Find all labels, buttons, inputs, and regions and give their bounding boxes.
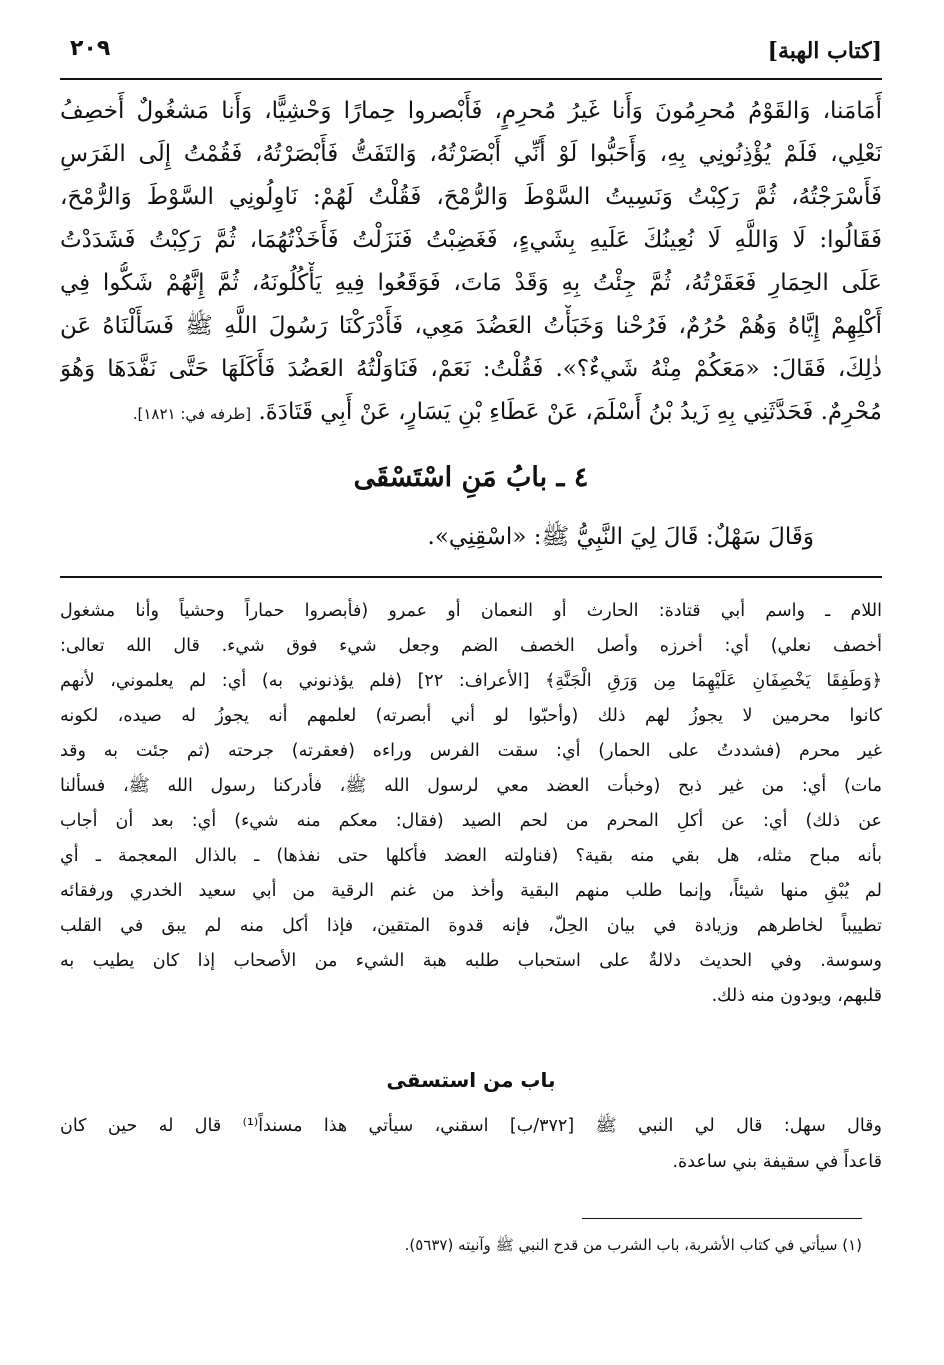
hadith-last-text: مُحْرِمٌ. فَحَدَّثَنِي بِهِ زَيدُ بْنُ أَسْلَمَ، عَنْ عَطَاءِ بْنِ يَسَارٍ، عَنْ أَبِي قَتَادَةَ.: [258, 399, 882, 425]
commentary-line: مات) أي: من غير ذبح (وخبأت العضد معي لرسول الله ﷺ، فأدركنا رسول الله ﷺ، فسألنا: [60, 776, 882, 796]
running-title: [كتاب الهبة]: [767, 38, 882, 64]
footnote: (١) سيأتي في كتاب الأشربة، باب الشرب من قدح النبي ﷺ وآنيته (٥٦٣٧).: [404, 1236, 862, 1254]
commentary-line: ﴿وَطَفِقَا يَخْصِفَانِ عَلَيْهِمَا مِن وَرَقِ الْجَنَّةِ﴾ [الأعراف: ٢٢] (فلم يؤذنوني به) أي: لم يعلموني، لأنهم: [60, 671, 882, 691]
chapter-title: ٤ ـ بابُ مَنِ اسْتَسْقَى: [353, 462, 589, 493]
commentary-line: تطييباً لخاطرهم وزيادة في بيان الحِلّ، فإنه قدوة المتقين، فإذا أكل منه لم يبق في القلب: [60, 916, 882, 936]
commentary-chapter-title: باب من استسقى: [386, 1068, 556, 1092]
hadith-line: ذٰلِكَ، فَقَالَ: «مَعَكُمْ مِنْهُ شَيءٌ؟». فَقُلْتُ: نَعَمْ، فَنَاوَلْتُهُ العَضُدَ فَأَكَلَهَا حَتَّى نَفَّدَهَا وَهُوَ: [60, 356, 882, 382]
commentary-line: غير محرم (فشددتُ على الحمار) أي: سقت الفرس وراءه (فعقرته) جرحته (ثم جئت به وقد: [60, 741, 882, 761]
commentary-line: عن ذلك) أي: عن أكلِ المحرم من لحم الصيد (فقال: معكم منه شيء) أي: بعد أن أجاب: [60, 811, 882, 831]
commentary-separator: [60, 576, 882, 578]
page-header: [60, 34, 882, 74]
commentary-line: كانوا محرمين لا يجوزُ لهم ذلك (وأحبّوا لو أني أبصرته) لعلمهم أنه يجوزُ له صيده، لكونه: [60, 706, 882, 726]
commentary-sahl-line: وقال سهل: قال لي النبي ﷺ [٣٧٢/ب] اسقني، سيأتي هذا مسنداً⁽¹⁾ قال له حين كان: [60, 1116, 882, 1136]
commentary-sahl-line: قاعداً في سقيفة بني ساعدة.: [672, 1152, 882, 1172]
header-rule: [60, 78, 882, 80]
hadith-line: أَمَامَنا، وَالقَوْمُ مُحرِمُونَ وَأَنا غَيرُ مُحرِمٍ، فَأَبْصروا حِمارًا وَحْشِيًّا، وَأَنا مَشغُولٌ أَخصِفُ: [60, 98, 882, 124]
hadith-line: نَعْلِي، فَلَمْ يُؤْذِنُونِي بِهِ، وَأَحَبُّوا لَوْ أَنِّي أَبْصَرْتُهُ، وَالتَفَتُّ فَأَبْصَرْتُهُ، فَقُمْتُ إِلَى الفَرَسِ: [60, 141, 882, 167]
page-number: ٢٠٩: [70, 36, 111, 61]
hadith-line: عَلَى الحِمَارِ فَعَقَرْتُهُ، ثُمَّ جِئْتُ بِهِ وَقَدْ مَاتَ، فَوَقَعُوا فِيهِ يَأْكُلُونَهُ، ثُمَّ إِنَّهُمْ شَكُّوا فِي: [60, 270, 882, 296]
hadith-line: فَقَالُوا: لَا وَاللَّهِ لَا نُعِينُكَ عَلَيهِ بِشَيءٍ، فَغَضِبْتُ فَنَزَلْتُ فَأَخَذْتُهُمَا، ثُمَّ رَكِبْتُ فَشَدَدْتُ: [60, 227, 882, 253]
commentary-line: لم يُبْقِ منها شيئاً، وإنما طلب منهم البقية وأخذ من غنم الرقية من أبي سعيد الخدري ورفقائه: [60, 881, 882, 901]
commentary-line: اللام ـ واسم أبي قتادة: الحارث أو النعمان أو عمرو (فأبصروا حماراً وحشياً وأنا مشغول: [60, 601, 882, 621]
hadith-line-last: [60, 391, 882, 434]
commentary-line: بأنه مباح مثله، هل بقي منه بقية؟ (فناولته العضد فأكلها حتى نفذها) ـ بالذال المعجمة ـ أي: [60, 846, 882, 866]
hadith-text: [60, 90, 882, 480]
sahl-quote: وَقَالَ سَهْلٌ: قَالَ لِيَ النَّبِيُّ ﷺ: «اسْقِنِي».: [427, 524, 814, 550]
hadith-line: أَكْلِهِمْ إِيَّاهُ وَهُمْ حُرُمٌ، فَرُحْنا وَخَبَأْتُ العَضُدَ مَعِي، فَأَدْرَكْنَا رَسُولَ اللَّهِ ﷺ فَسَأَلْنَاهُ عَن: [60, 313, 882, 339]
commentary-sahl: [60, 1108, 882, 1180]
hadith-reference: [طرفه في: ١٨٢١].: [132, 405, 252, 423]
commentary-line: قلبهم، ويودون منه ذلك.: [711, 986, 882, 1006]
commentary-text: [60, 594, 882, 1054]
commentary-line: أخصف نعلي) أي: أخرزه وأصل الخصف الضم وجعل شيء فوق شيء. قال الله تعالى:: [60, 636, 882, 656]
hadith-line: فَأَسْرَجْتُهُ، ثُمَّ رَكِبْتُ وَنَسِيتُ السَّوْطَ وَالرُّمْحَ، فَقُلْتُ لَهُمْ: نَاوِلُونِي السَّوْطَ وَالرُّمْحَ،: [60, 184, 882, 210]
footnote-rule: [582, 1218, 862, 1219]
commentary-line: وسوسة. وفي الحديث دلالةٌ على استحباب طلبه هبة الشيء من الأصحاب إذا كان يطيب به: [60, 951, 882, 971]
